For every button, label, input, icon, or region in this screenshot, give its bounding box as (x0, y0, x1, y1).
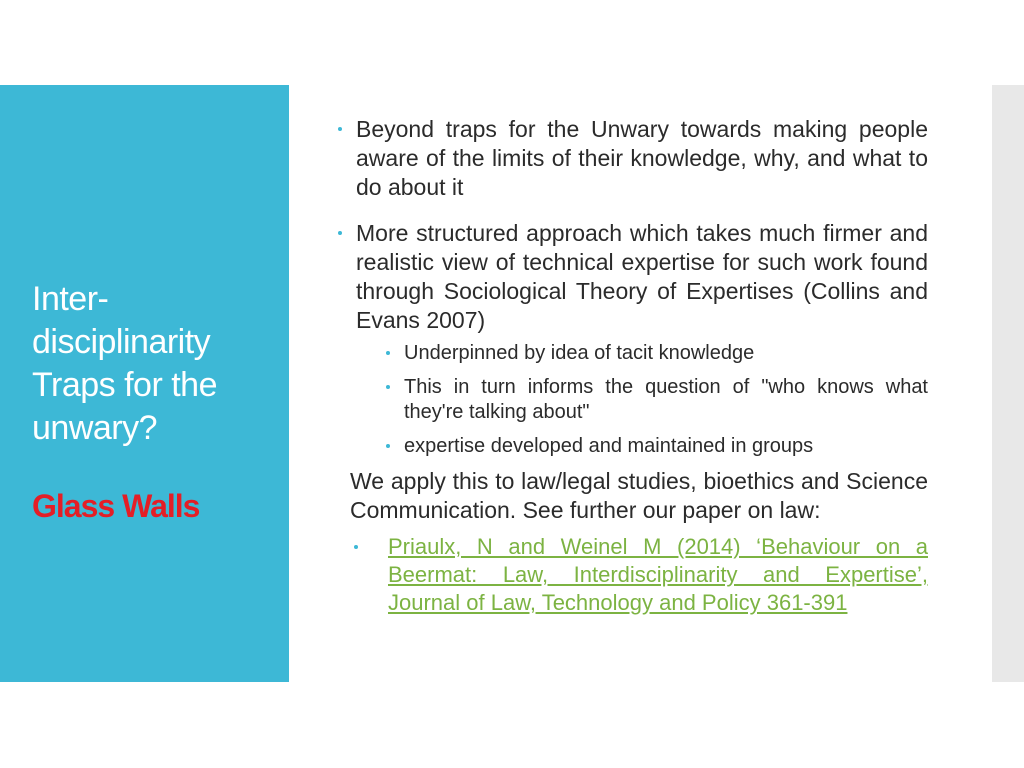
sub-bullet-item (338, 375, 928, 425)
bullet-text: Beyond traps for the Unwary towards making people aware of the limits of their knowledge, why, and what to do about it (356, 116, 928, 200)
bullet-dot-icon (386, 444, 390, 448)
slide-title: Inter-disciplinarity Traps for the unwary? (32, 280, 217, 447)
sub-bullet-text: This in turn informs the question of "who knows what they're talking about" (404, 376, 928, 423)
bullet-item (338, 219, 928, 335)
slide-subtitle: Glass Walls (32, 488, 200, 524)
bullet-dot-icon (386, 351, 390, 355)
reference-item (338, 533, 928, 617)
bullet-dot-icon (354, 545, 358, 549)
bullet-item (338, 115, 928, 202)
bullet-dot-icon (386, 385, 390, 389)
sub-bullet-item (338, 434, 928, 459)
bullet-dot-icon (338, 127, 342, 131)
reference-link[interactable]: Priaulx, N and Weinel M (2014) ‘Behaviour on a Beermat: Law, Interdisciplinarity and Expertise’, Journal of Law, Technology and Policy 361-391 (388, 534, 928, 615)
sub-bullet-text: expertise developed and maintained in groups (404, 435, 814, 457)
bullet-dot-icon (338, 231, 342, 235)
sub-bullet-text: Underpinned by idea of tacit knowledge (404, 342, 755, 364)
bullet-text: More structured approach which takes much firmer and realistic view of technical expertise for such work found through Sociological Theory of Expertises (Collins and Evans 2007) (356, 220, 928, 333)
body-paragraph: We apply this to law/legal studies, bioethics and Science Communication. See further our paper on law: (350, 468, 928, 523)
right-side-bar (992, 85, 1024, 682)
sub-bullet-item (338, 341, 928, 366)
content-body (338, 115, 928, 617)
